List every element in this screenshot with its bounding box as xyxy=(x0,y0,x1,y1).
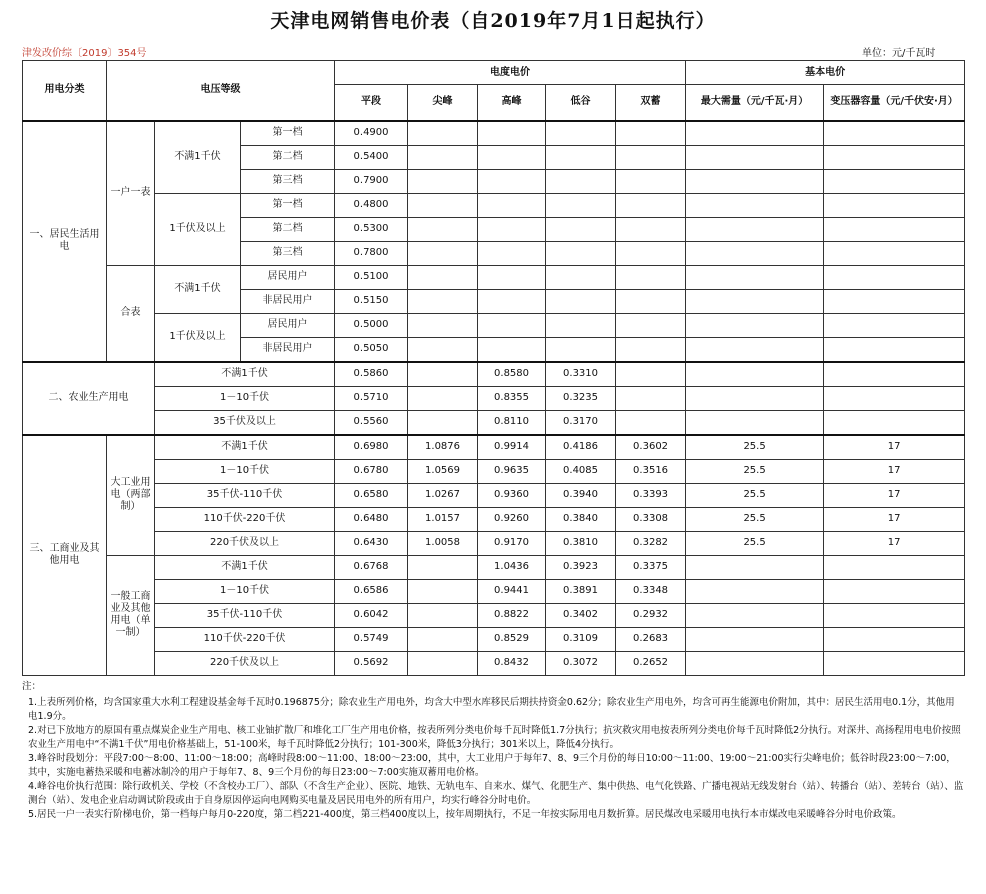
price-cell: 0.3310 xyxy=(546,362,616,387)
user-type: 居民用户 xyxy=(241,265,335,289)
header-transformer-capacity: 变压器容量（元/千伏安·月） xyxy=(824,85,965,121)
price-cell: 0.6480 xyxy=(335,507,408,531)
price-cell: 0.6586 xyxy=(335,579,408,603)
price-cell: 0.5749 xyxy=(335,627,408,651)
price-cell: 0.8110 xyxy=(478,410,546,435)
price-cell: 1.0436 xyxy=(478,555,546,579)
note-item: 5.居民一户一表实行阶梯电价，第一档每户每月0-220度，第二档221-400度，第三档400度以上，按年周期执行，不足一年按实际用电月数折算。居民煤改电采暖用电执行本市煤改电采暖峰谷分时电价政策。 xyxy=(28,809,902,820)
price-cell: 0.2932 xyxy=(616,603,686,627)
price-cell: 25.5 xyxy=(686,483,824,507)
residential-combined-meter: 合表 xyxy=(107,265,155,362)
price-cell: 0.4900 xyxy=(335,121,408,146)
price-cell: 0.5400 xyxy=(335,145,408,169)
industry-voltage: 110千伏-220千伏 xyxy=(155,627,335,651)
agri-voltage: 35千伏及以上 xyxy=(155,410,335,435)
price-cell: 0.3840 xyxy=(546,507,616,531)
price-cell: 0.9441 xyxy=(478,579,546,603)
price-cell: 0.8432 xyxy=(478,651,546,675)
price-cell: 1.0058 xyxy=(408,531,478,555)
price-cell: 0.8580 xyxy=(478,362,546,387)
industry-voltage: 220千伏及以上 xyxy=(155,651,335,675)
price-cell: 1.0267 xyxy=(408,483,478,507)
price-cell: 17 xyxy=(824,507,965,531)
industry-voltage: 1－10千伏 xyxy=(155,579,335,603)
price-cell: 0.3308 xyxy=(616,507,686,531)
agri-voltage: 不满1千伏 xyxy=(155,362,335,387)
price-cell: 0.8529 xyxy=(478,627,546,651)
price-cell: 17 xyxy=(824,459,965,483)
price-cell: 0.5300 xyxy=(335,217,408,241)
industry-general: 一般工商业及其他用电（单一制） xyxy=(107,555,155,675)
unit-label: 单位：元/千瓦时 xyxy=(862,48,936,59)
price-cell: 17 xyxy=(824,531,965,555)
note-item: 4.峰谷电价执行范围：除行政机关、学校（不含校办工厂）、部队（不含生产企业）、医院、地铁、无轨电车、自来水、煤气、化肥生产、集中供热、电气化铁路、广播电视站无线发射台（站）、转播台（站）、差转台（站）、监测台（站）、发电企业启动调试阶段或由于自身原因停运向电网购买电量及居民用电外的所有用户，均实行峰谷分时电价。 xyxy=(28,781,964,806)
price-cell: 0.3602 xyxy=(616,435,686,460)
residential-single-meter: 一户一表 xyxy=(107,121,155,266)
price-cell: 25.5 xyxy=(686,459,824,483)
price-cell: 17 xyxy=(824,435,965,460)
header-voltage: 电压等级 xyxy=(107,61,335,121)
price-cell: 0.3923 xyxy=(546,555,616,579)
header-category: 用电分类 xyxy=(23,61,107,121)
price-cell: 0.3810 xyxy=(546,531,616,555)
price-cell: 0.6980 xyxy=(335,435,408,460)
industry-voltage: 110千伏-220千伏 xyxy=(155,507,335,531)
category-agriculture: 二、农业生产用电 xyxy=(23,362,155,435)
price-cell: 0.5050 xyxy=(335,337,408,362)
notes-section xyxy=(22,680,964,822)
tier-label: 第三档 xyxy=(241,169,335,193)
price-cell: 0.5710 xyxy=(335,386,408,410)
price-cell: 1.0157 xyxy=(408,507,478,531)
price-cell: 0.6580 xyxy=(335,483,408,507)
price-cell: 0.8355 xyxy=(478,386,546,410)
price-table xyxy=(22,60,965,676)
price-cell: 0.3375 xyxy=(616,555,686,579)
voltage-ge1kv: 1千伏及以上 xyxy=(155,313,241,362)
price-cell: 0.2652 xyxy=(616,651,686,675)
industry-voltage: 1－10千伏 xyxy=(155,459,335,483)
price-cell: 0.4186 xyxy=(546,435,616,460)
price-cell: 0.4085 xyxy=(546,459,616,483)
price-cell: 0.7800 xyxy=(335,241,408,265)
header-max-demand: 最大需量（元/千瓦·月） xyxy=(686,85,824,121)
price-cell: 0.6780 xyxy=(335,459,408,483)
price-cell: 25.5 xyxy=(686,531,824,555)
price-cell: 1.0569 xyxy=(408,459,478,483)
price-cell: 0.9170 xyxy=(478,531,546,555)
tier-label: 第二档 xyxy=(241,145,335,169)
price-cell: 0.5860 xyxy=(335,362,408,387)
price-cell: 0.4800 xyxy=(335,193,408,217)
price-cell: 17 xyxy=(824,483,965,507)
price-cell: 0.3170 xyxy=(546,410,616,435)
price-cell: 0.6768 xyxy=(335,555,408,579)
price-cell: 0.3402 xyxy=(546,603,616,627)
voltage-lt1kv: 不满1千伏 xyxy=(155,121,241,194)
price-cell: 0.6042 xyxy=(335,603,408,627)
header-basic-price: 基本电价 xyxy=(686,61,965,85)
tier-label: 第二档 xyxy=(241,217,335,241)
price-cell: 0.5692 xyxy=(335,651,408,675)
price-cell: 0.5100 xyxy=(335,265,408,289)
price-cell: 0.9260 xyxy=(478,507,546,531)
price-cell: 0.3109 xyxy=(546,627,616,651)
industry-voltage: 35千伏-110千伏 xyxy=(155,603,335,627)
price-cell: 0.5560 xyxy=(335,410,408,435)
price-cell: 0.8822 xyxy=(478,603,546,627)
header-energy-price: 电度电价 xyxy=(335,61,686,85)
user-type: 居民用户 xyxy=(241,313,335,337)
industry-large: 大工业用电（两部制） xyxy=(107,435,155,556)
header-sharp-peak: 尖峰 xyxy=(408,85,478,121)
industry-voltage: 35千伏-110千伏 xyxy=(155,483,335,507)
category-industry: 三、工商业及其他用电 xyxy=(23,435,107,676)
price-cell: 0.9914 xyxy=(478,435,546,460)
note-item: 3.峰谷时段划分：平段7:00～8:00、11:00～18:00；高峰时段8:00～11:00、18:00～23:00，其中，大工业用户于每年7、8、9三个月份的每日10:00～11:00、19:00～21:00实行尖峰电价；低谷时段23:00～7:00，其中，实施电蓄热采暖和电蓄冰制冷的用户于每年7、8、9三个月份的每日23:00～7:00实施双蓄用电价格。 xyxy=(28,753,956,778)
price-cell: 0.3235 xyxy=(546,386,616,410)
user-type: 非居民用户 xyxy=(241,337,335,362)
price-cell: 0.5000 xyxy=(335,313,408,337)
price-cell: 0.3348 xyxy=(616,579,686,603)
price-cell: 1.0876 xyxy=(408,435,478,460)
page-title: 天津电网销售电价表（自2019年7月1日起执行） xyxy=(270,10,716,32)
note-item: 1.上表所列价格，均含国家重大水利工程建设基金每千瓦时0.196875分；除农业生产用电外，均含大中型水库移民后期扶持资金0.62分；除农业生产用电外，均含可再生能源电价附加，其中：居民生活用电0.1分，其他用电1.9分。 xyxy=(28,697,955,722)
user-type: 非居民用户 xyxy=(241,289,335,313)
price-cell: 0.3891 xyxy=(546,579,616,603)
category-residential: 一、居民生活用电 xyxy=(23,121,107,362)
price-cell: 0.6430 xyxy=(335,531,408,555)
tier-label: 第三档 xyxy=(241,241,335,265)
industry-voltage: 不满1千伏 xyxy=(155,435,335,460)
price-cell: 25.5 xyxy=(686,507,824,531)
price-cell: 25.5 xyxy=(686,435,824,460)
price-cell: 0.3282 xyxy=(616,531,686,555)
price-cell: 0.3393 xyxy=(616,483,686,507)
industry-voltage: 220千伏及以上 xyxy=(155,531,335,555)
price-cell: 0.3940 xyxy=(546,483,616,507)
document-number: 津发改价综〔2019〕354号 xyxy=(22,48,147,59)
header-flat: 平段 xyxy=(335,85,408,121)
tier-label: 第一档 xyxy=(241,121,335,146)
price-cell: 0.2683 xyxy=(616,627,686,651)
industry-voltage: 不满1千伏 xyxy=(155,555,335,579)
header-valley: 低谷 xyxy=(546,85,616,121)
agri-voltage: 1－10千伏 xyxy=(155,386,335,410)
price-cell: 0.3072 xyxy=(546,651,616,675)
header-double-storage: 双蓄 xyxy=(616,85,686,121)
voltage-ge1kv: 1千伏及以上 xyxy=(155,193,241,265)
tier-label: 第一档 xyxy=(241,193,335,217)
price-cell: 0.3516 xyxy=(616,459,686,483)
price-cell: 0.7900 xyxy=(335,169,408,193)
notes-heading: 注： xyxy=(22,681,42,692)
header-peak: 高峰 xyxy=(478,85,546,121)
price-cell: 0.5150 xyxy=(335,289,408,313)
price-cell: 0.9635 xyxy=(478,459,546,483)
price-cell: 0.9360 xyxy=(478,483,546,507)
note-item: 2.对已下放地方的原国有重点煤炭企业生产用电、核工业铀扩散厂和堆化工厂生产用电价格，按表所列分类电价每千瓦时降低1.7分执行；抗灾救灾用电按表所列分类电价每千瓦时降低2分执行。对深井、高扬程用电电价按照农业生产用电中“不满1千伏”用电价格基础上，51-100米，每千瓦时降低2分执行；101-300米，降低3分执行；301米以上，降低4分执行。 xyxy=(28,725,961,750)
voltage-lt1kv: 不满1千伏 xyxy=(155,265,241,313)
